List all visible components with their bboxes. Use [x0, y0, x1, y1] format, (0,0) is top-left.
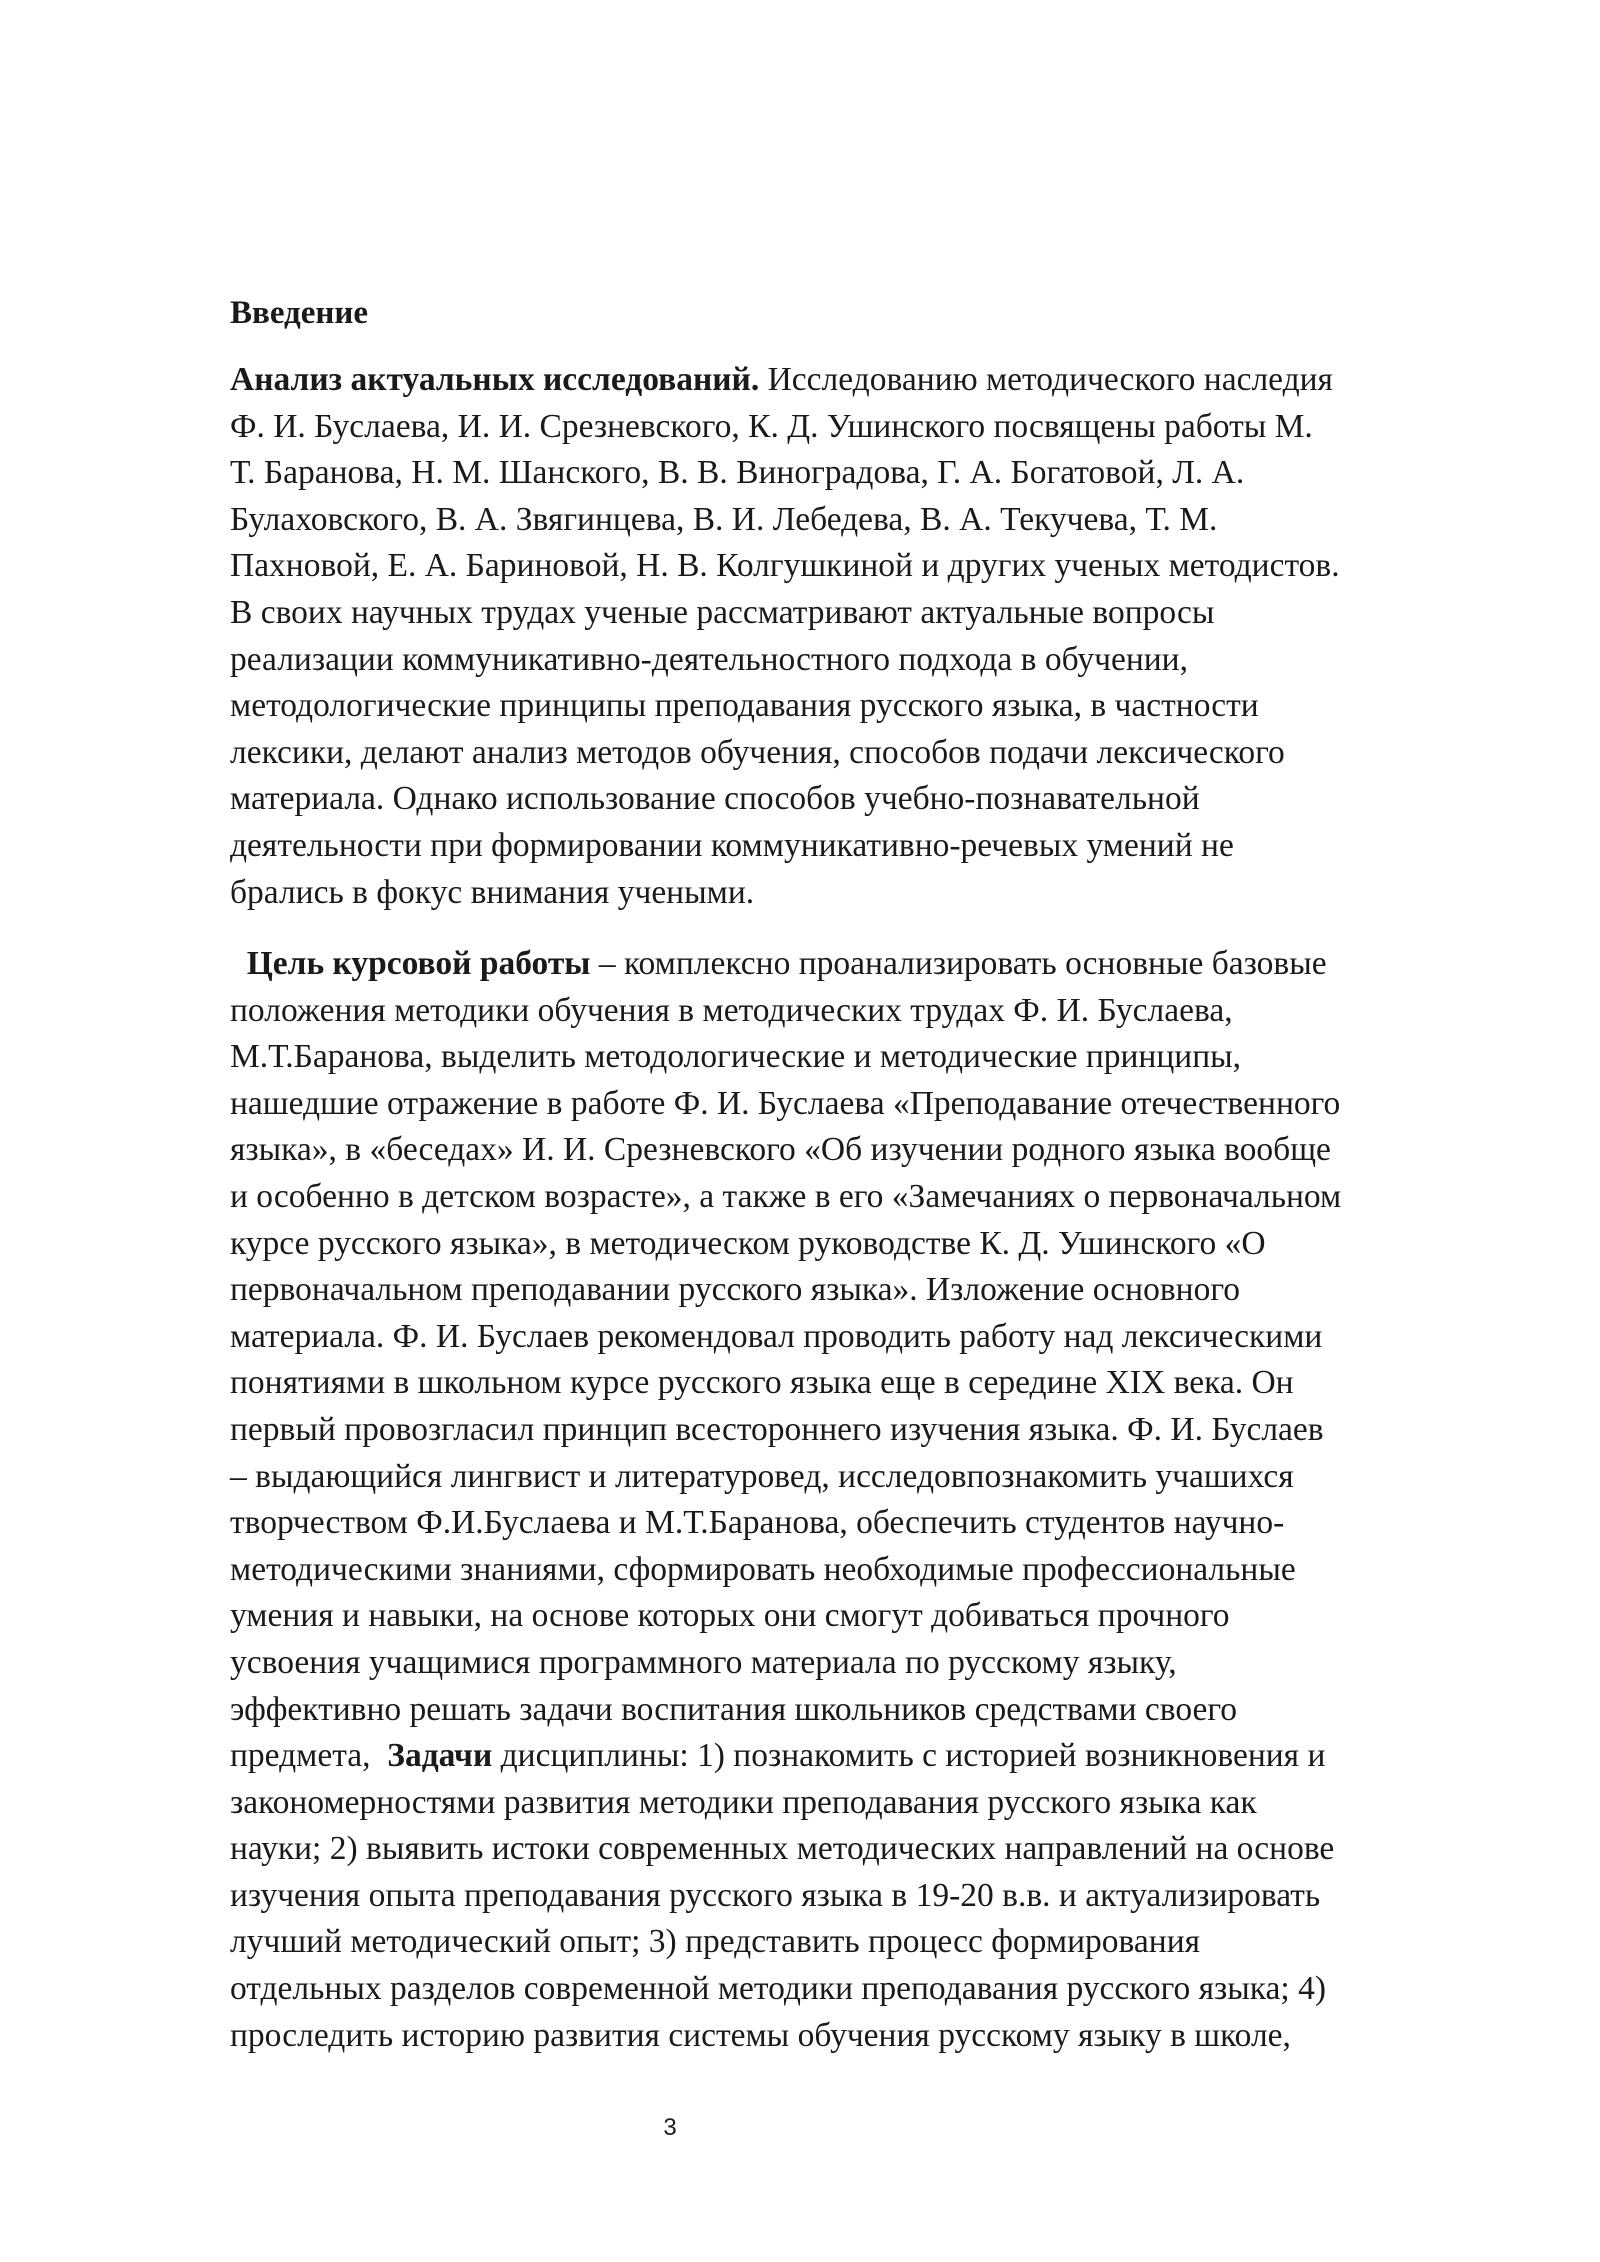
paragraph-lead: Анализ актуальных исследований.	[230, 361, 760, 398]
text-line: реализации коммуникативно-деятельностного подхода в обучении,	[230, 640, 1188, 678]
text-line: курсе русского языка», в методическом руководстве К. Д. Ушинского «О	[230, 1224, 1266, 1262]
text-line: лучший методический опыт; 3) представить процесс формирования	[230, 1923, 1201, 1961]
text-line: Булаховского, В. А. Звягинцева, В. И. Лебедева, В. А. Текучева, Т. М.	[230, 500, 1218, 538]
text-line: науки; 2) выявить истоки современных методических направлений на основе	[230, 1830, 1335, 1868]
text-line	[230, 357, 1510, 404]
text-line: М.Т.Баранова, выделить методологические и методические принципы,	[230, 1038, 1242, 1076]
text-line: материала. Однако использование способов учебно-познавательной	[230, 780, 1200, 818]
text-line: проследить историю развития системы обучения русскому языку в школе,	[230, 2016, 1291, 2054]
text-line	[230, 941, 1510, 988]
section-heading: Введение	[230, 295, 369, 331]
text-line: и особенно в детском возрасте», а также в его «Замечаниях о первоначальном	[230, 1177, 1342, 1215]
text-line: умения и навыки, на основе которых они смогут добиваться прочного	[230, 1597, 1230, 1635]
page-number: 3	[663, 2114, 677, 2141]
text-line: отдельных разделов современной методики преподавания русского языка; 4)	[230, 1970, 1327, 2008]
text-line: понятиями в школьном курсе русского языка еще в середине XIX века. Он	[230, 1364, 1294, 1402]
text-line: закономерностями развития методики преподавания русского языка как	[230, 1783, 1257, 1821]
text-line: творчеством Ф.И.Буслаева и М.Т.Баранова, обеспечить студентов научно-	[230, 1504, 1285, 1542]
text-line: положения методики обучения в методических трудах Ф. И. Буслаева,	[230, 991, 1233, 1029]
tasks-lead: Задачи	[387, 1737, 493, 1775]
paragraph-course-goal	[230, 941, 1510, 2059]
text-line	[230, 1733, 1510, 1780]
paragraph-research-analysis	[230, 357, 1510, 916]
text-segment: – комплексно проанализировать основные базовые	[590, 945, 1327, 982]
text-line: изучения опыта преподавания русского языка в 19-20 в.в. и актуализировать	[230, 1876, 1321, 1914]
text-line: материала. Ф. И. Буслаев рекомендовал проводить работу над лексическими	[230, 1317, 1323, 1355]
text-line: эффективно решать задачи воспитания школьников средствами своего	[230, 1690, 1238, 1728]
text-line: лексики, делают анализ методов обучения, способов подачи лексического	[230, 733, 1285, 771]
text-line: методическими знаниями, сформировать необходимые профессиональные	[230, 1550, 1296, 1588]
text-line: Т. Баранова, Н. М. Шанского, В. В. Виноградова, Г. А. Богатовой, Л. А.	[230, 454, 1245, 492]
paragraph-lead: Цель курсовой работы	[246, 945, 591, 982]
text-line: Ф. И. Буслаева, И. И. Срезневского, К. Д. Ушинского посвящены работы М.	[230, 407, 1313, 445]
text-line: Пахновой, Е. А. Бариновой, Н. В. Колгушкиной и других ученых методистов.	[230, 547, 1340, 585]
text-segment: Исследованию методического наследия	[759, 361, 1333, 398]
text-line: первый провозгласил принцип всестороннего изучения языка. Ф. И. Буслаев	[230, 1410, 1324, 1448]
text-line: – выдающийся лингвист и литературовед, исследовпознакомить учашихся	[230, 1457, 1294, 1495]
text-line: первоначальном преподавании русского языка». Изложение основного	[230, 1271, 1240, 1309]
text-line: брались в фокус внимания учеными.	[230, 873, 755, 911]
text-line: методологические принципы преподавания русского языка, в частности	[230, 687, 1259, 725]
text-line: языка», в «беседах» И. И. Срезневского «Об изучении родного языка вообще	[230, 1131, 1331, 1169]
text-line: усвоения учащимися программного материала по русскому языку,	[230, 1643, 1177, 1681]
text-line: деятельности при формировании коммуникативно-речевых умений не	[230, 826, 1234, 864]
text-line: В своих научных трудах ученые рассматривают актуальные вопросы	[230, 593, 1215, 631]
text-segment: предмета,	[230, 1737, 388, 1775]
text-line: нашедшие отражение в работе Ф. И. Буслаева «Преподавание отечественного	[230, 1084, 1341, 1122]
text-segment: дисциплины: 1) познакомить с историей возникновения и	[492, 1737, 1326, 1775]
